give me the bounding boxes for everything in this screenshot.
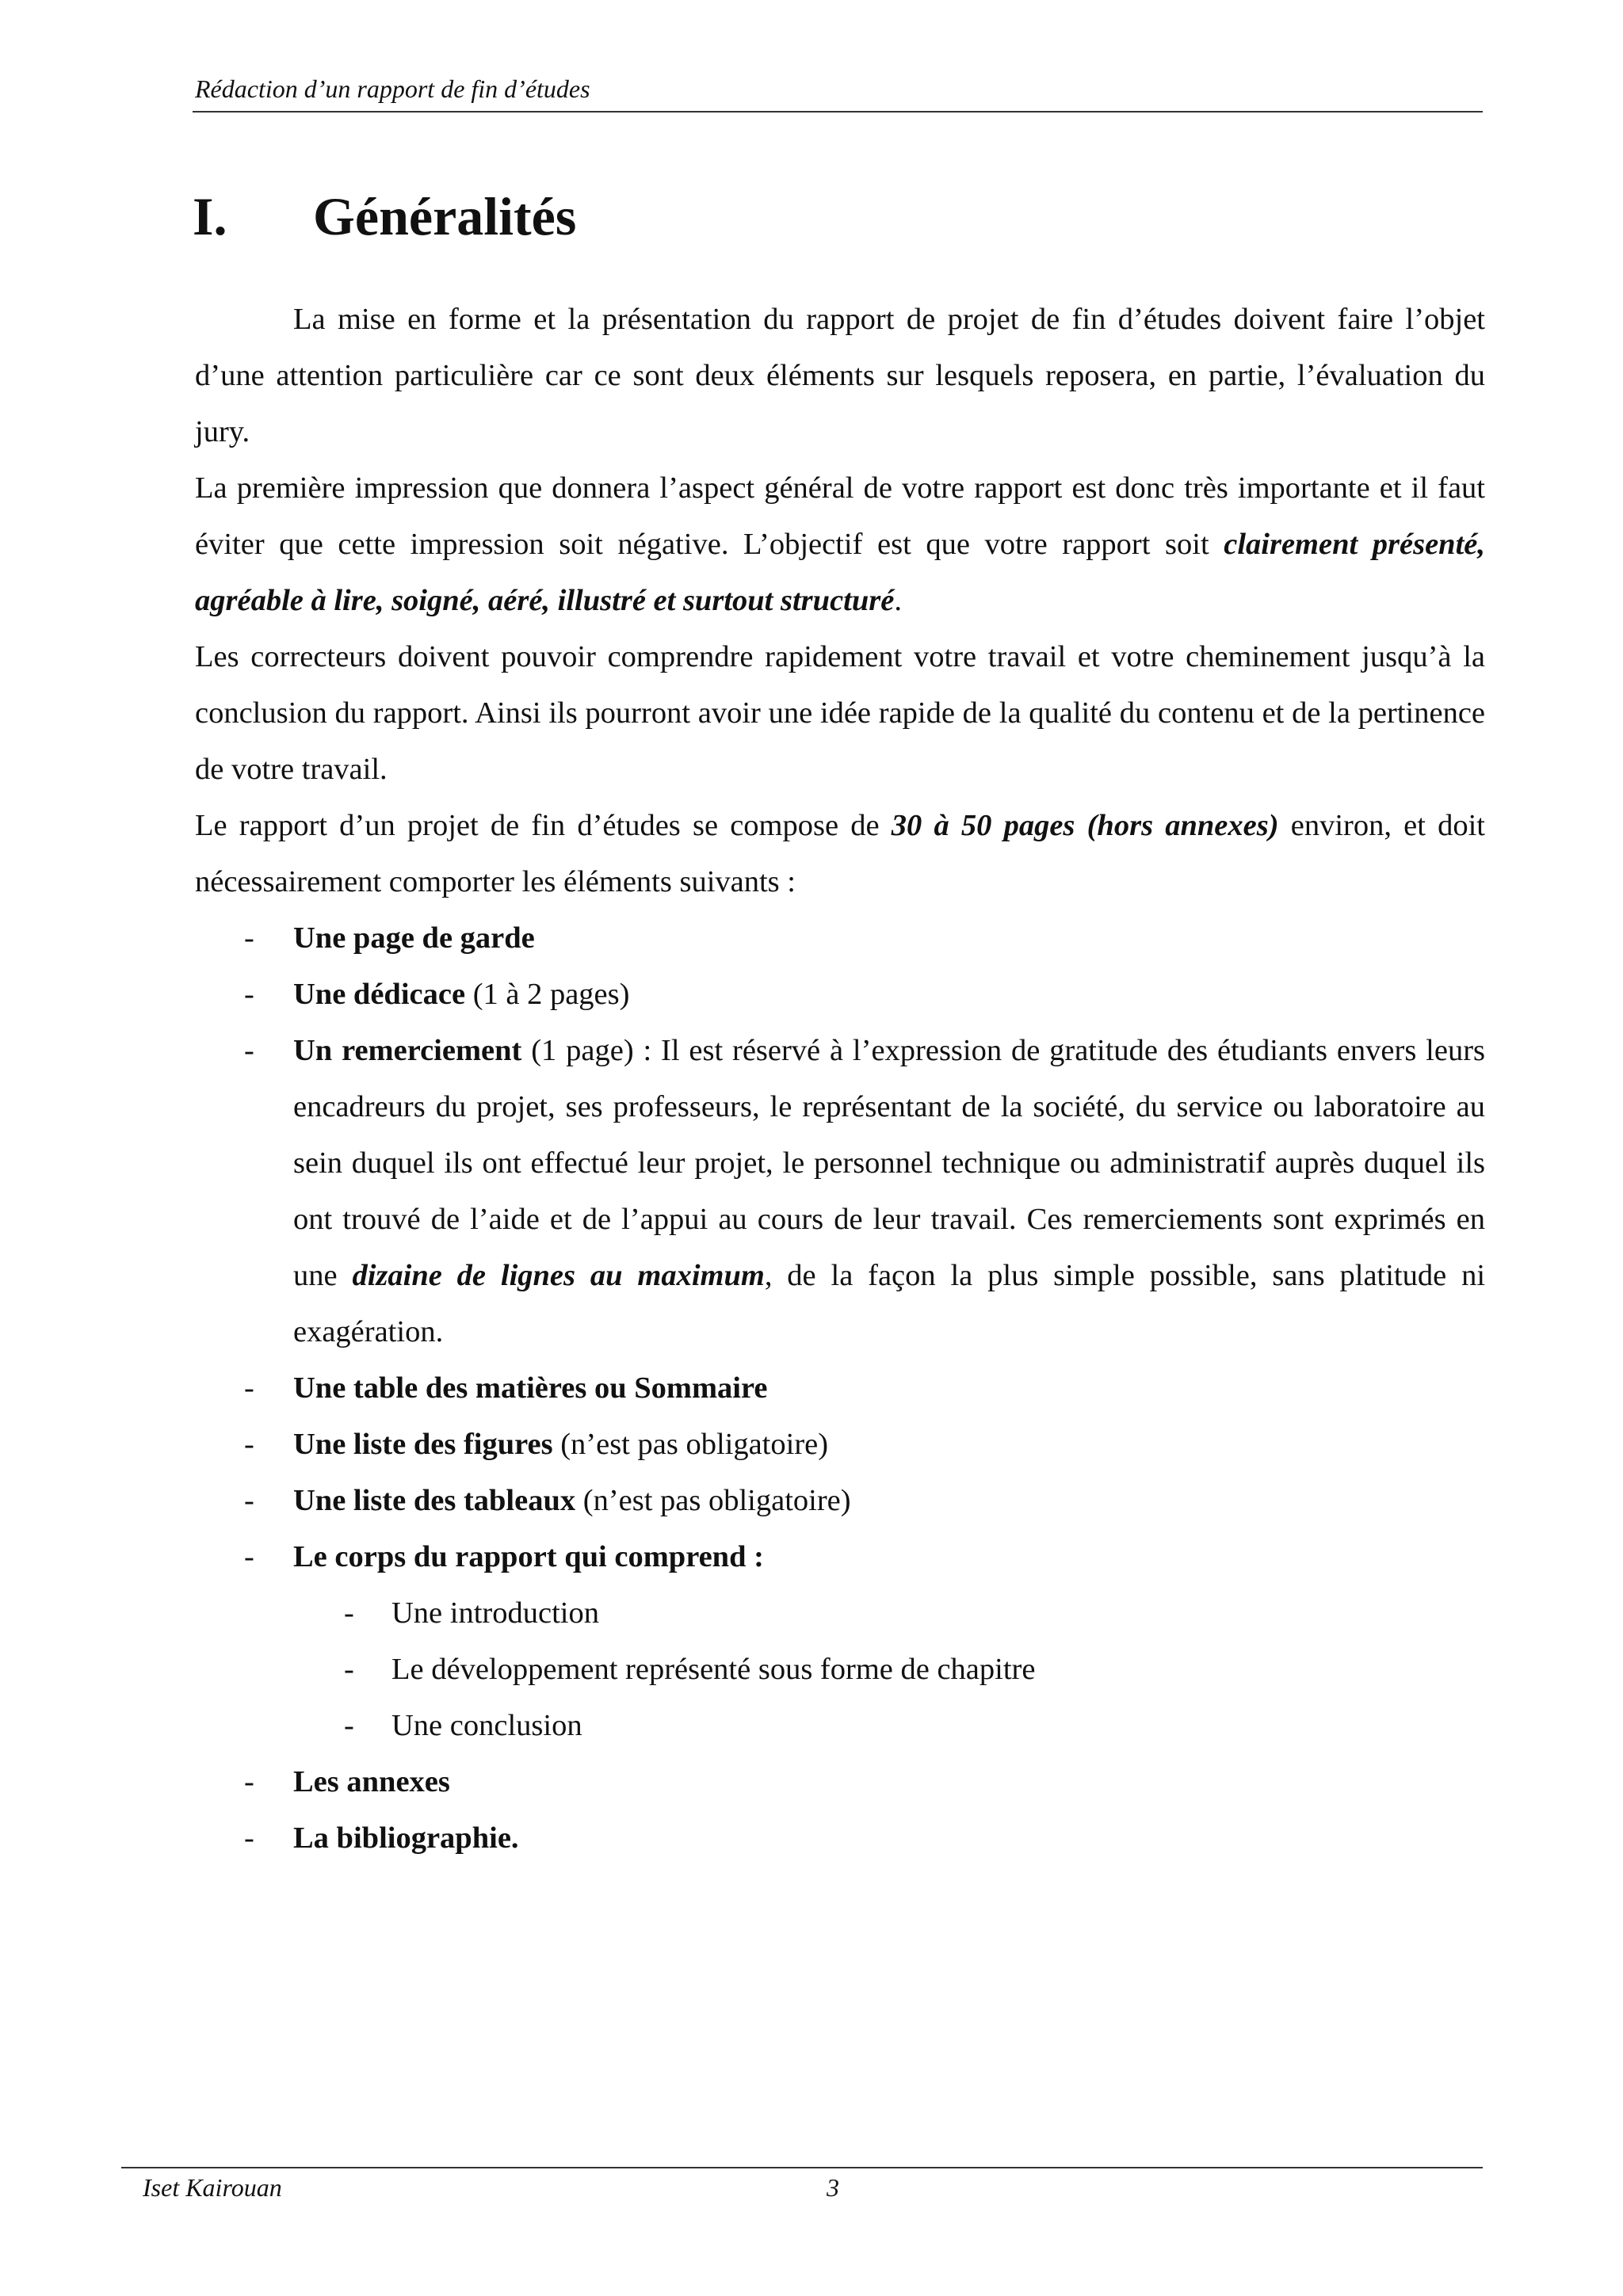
body-sublist	[293, 1585, 1485, 1754]
document-body	[195, 292, 1485, 1867]
paragraph-composition	[195, 798, 1485, 910]
list-dash: -	[244, 921, 254, 955]
list-dash: -	[244, 1484, 254, 1517]
list-item-bibliographie	[195, 1810, 1485, 1867]
list-item-label: Une table des matières ou Sommaire	[293, 1371, 768, 1405]
list-dash: -	[244, 1540, 254, 1573]
paragraph-correcteurs-text: Les correcteurs doivent pouvoir comprendre rapidement votre travail et votre cheminement jusqu’à la conclusion du rapport. Ainsi ils pourront avoir une idée rapide de la qualité du contenu et de la pertinence de votre travail.	[195, 640, 1485, 786]
list-dash: -	[344, 1709, 354, 1742]
paragraph-composition-end: environ, et doit nécessairement comporter les éléments suivants :	[195, 809, 1486, 898]
paragraph-composition-text: Le rapport d’un projet de fin d’études se compose de	[195, 809, 892, 842]
page-count-emphasis: 30 à 50 pages (hors annexes)	[891, 809, 1279, 842]
sublist-item-label: Une introduction	[391, 1596, 599, 1630]
list-item-label: Une page de garde	[293, 921, 535, 955]
paragraph-impression	[195, 460, 1485, 629]
list-item-detail-end: , de la façon la plus simple possible, sans platitude ni exagération.	[293, 1259, 1486, 1348]
list-item-corps	[195, 1529, 1485, 1754]
paragraph-correcteurs	[195, 629, 1485, 798]
list-item-label: Une dédicace	[293, 978, 466, 1011]
list-dash: -	[344, 1653, 354, 1686]
list-dash: -	[244, 1765, 254, 1798]
list-item-label: La bibliographie.	[293, 1821, 519, 1855]
list-item-label: Une liste des figures	[293, 1428, 553, 1461]
required-elements-list	[195, 910, 1485, 1867]
paragraph-impression-end: .	[894, 584, 902, 617]
section-title: Généralités	[313, 186, 577, 246]
footer-institution: Iset Kairouan	[143, 2173, 282, 2202]
sublist-item-label: Le développement représenté sous forme de chapitre	[391, 1653, 1036, 1686]
paragraph-impression-text: La première impression que donnera l’aspect général de votre rapport est donc très importante et il faut éviter que cette impression soit négative. L’objectif est que votre rapport soit	[195, 471, 1485, 561]
header-title: Rédaction d’un rapport de fin d’études	[195, 74, 590, 103]
paragraph-impression-emphasis: clairement présenté, agréable à lire, soigné, aéré, illustré et surtout structuré	[195, 528, 1485, 617]
list-item-emphasis: dizaine de lignes au maximum	[352, 1259, 765, 1292]
list-item-detail: (n’est pas obligatoire)	[552, 1428, 829, 1461]
list-item-label: Les annexes	[293, 1765, 450, 1798]
list-dash: -	[244, 1371, 254, 1405]
list-item-page-de-garde	[195, 910, 1485, 967]
paragraph-intro	[195, 292, 1485, 460]
list-dash: -	[244, 1428, 254, 1461]
list-item-liste-tableaux	[195, 1473, 1485, 1529]
list-item-sommaire	[195, 1360, 1485, 1417]
list-item-detail: (1 à 2 pages)	[465, 978, 630, 1011]
paragraph-intro-text: La mise en forme et la présentation du rapport de projet de fin d’études doivent faire l’objet d’une attention particulière car ce sont deux éléments sur lesquels reposera, en partie, l’évaluation du jury.	[195, 303, 1485, 448]
sublist-item-conclusion	[293, 1698, 1485, 1754]
list-dash: -	[244, 978, 254, 1011]
list-item-remerciement	[195, 1023, 1485, 1360]
list-item-label: Un remerciement	[293, 1034, 522, 1067]
page-number: 3	[827, 2173, 839, 2202]
list-item-detail: (n’est pas obligatoire)	[575, 1484, 851, 1517]
list-item-annexes	[195, 1754, 1485, 1810]
sublist-item-developpement	[293, 1642, 1485, 1698]
page-footer	[121, 2167, 1483, 2200]
list-item-dedicace	[195, 967, 1485, 1023]
list-dash: -	[244, 1034, 254, 1067]
sublist-item-label: Une conclusion	[391, 1709, 582, 1742]
sublist-item-introduction	[293, 1585, 1485, 1642]
list-item-label: Le corps du rapport qui comprend :	[293, 1540, 764, 1573]
list-dash: -	[244, 1821, 254, 1855]
page-header	[193, 73, 1483, 113]
list-item-label: Une liste des tableaux	[293, 1484, 576, 1517]
list-item-liste-figures	[195, 1417, 1485, 1473]
section-number: I.	[193, 186, 227, 246]
list-dash: -	[344, 1596, 354, 1630]
list-item-detail: (1 page) : Il est réservé à l’expression de gratitude des étudiants envers leurs encadreurs du projet, ses professeurs, le représentant de la société, du service ou laboratoire au sein duquel ils ont effectué leur projet, le personnel technique ou administratif auprès duquel ils ont trouvé de l’aide et de l’appui au cours de leur travail. Ces remerciements sont exprimés en une	[293, 1034, 1486, 1292]
